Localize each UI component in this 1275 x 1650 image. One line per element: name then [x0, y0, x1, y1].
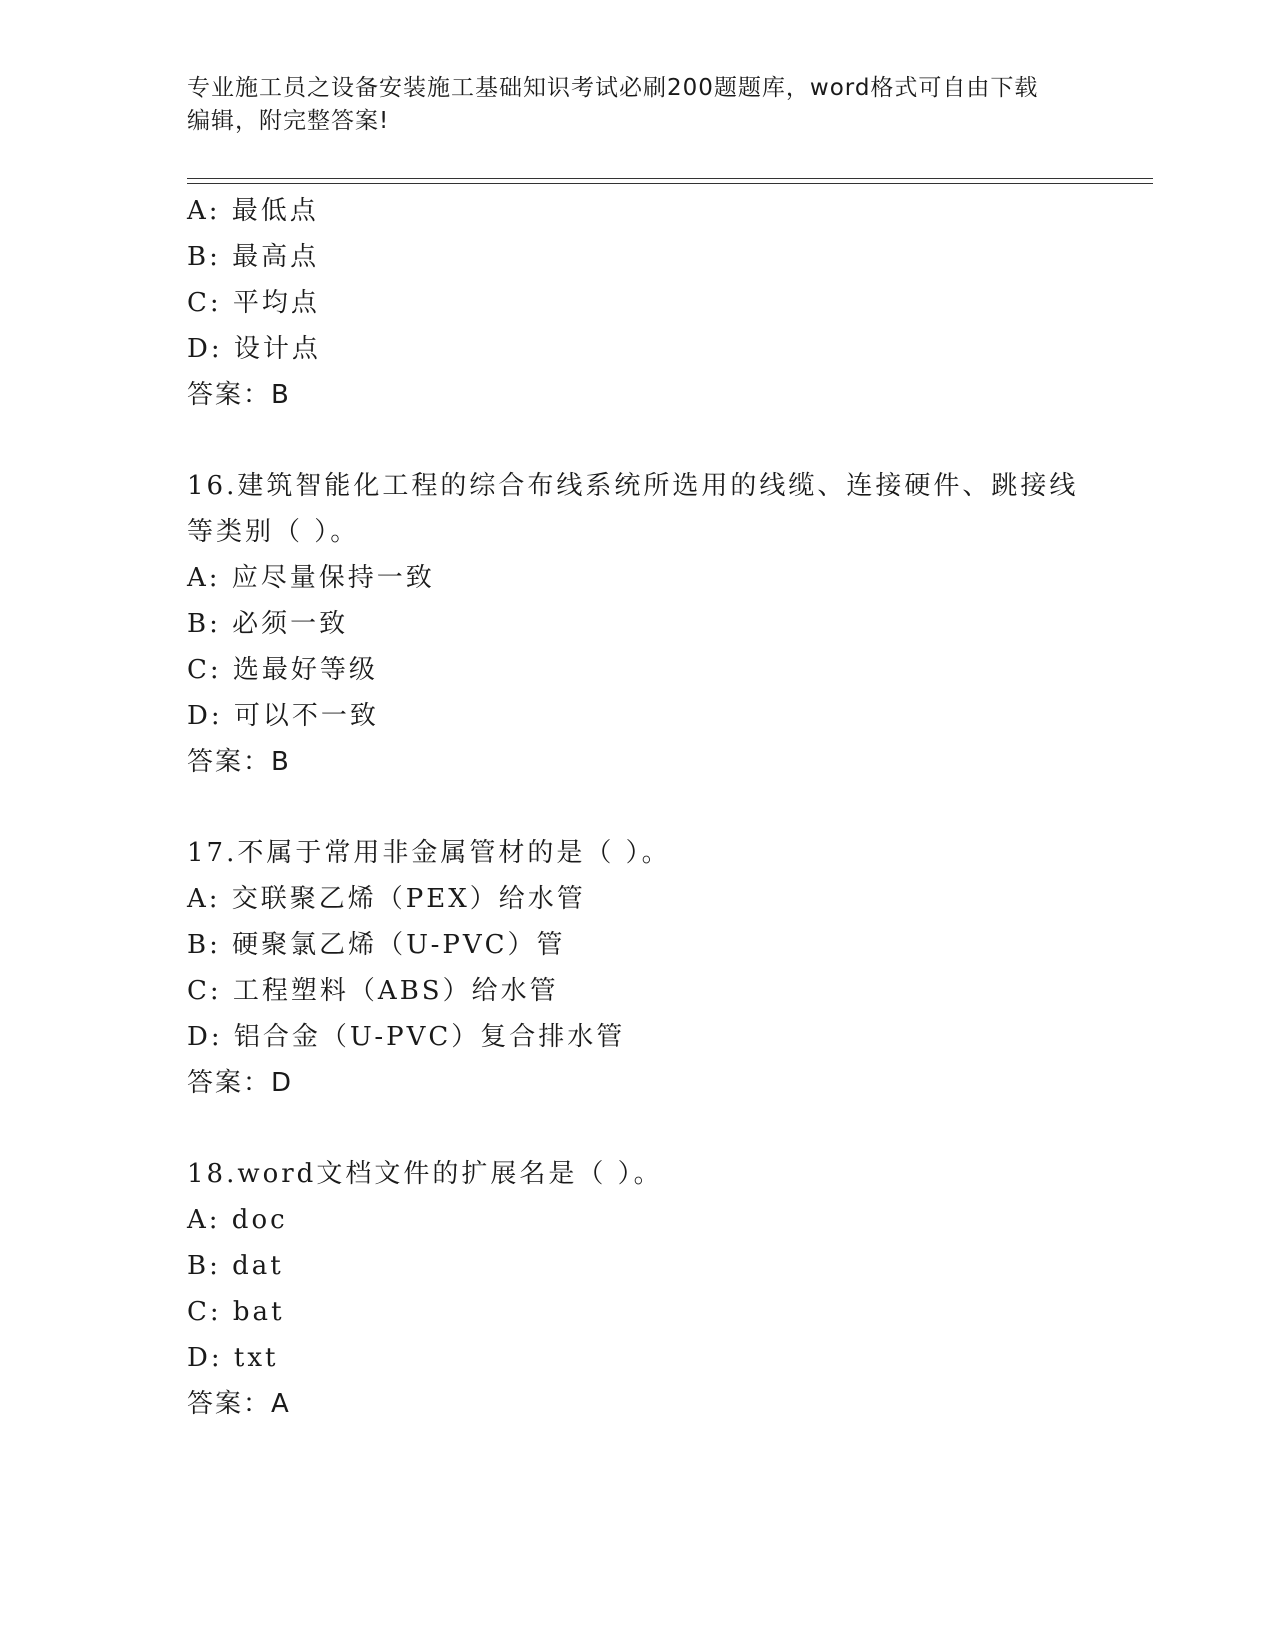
header-line-2: 编辑，附完整答案!: [187, 108, 390, 134]
question-16-block: [187, 463, 1087, 785]
option-d: D: 铝合金（U-PVC）复合排水管: [187, 1022, 626, 1052]
question-text: 17.不属于常用非金属管材的是（ ）。: [187, 838, 671, 868]
answer-label: 答案：A: [187, 1389, 291, 1419]
option-b: B: 硬聚氯乙烯（U-PVC）管: [187, 930, 566, 960]
question-17-block: [187, 830, 1087, 1106]
question-content: [187, 188, 1087, 1427]
answer-label: 答案：D: [187, 1068, 294, 1098]
question-15-block: [187, 188, 1087, 418]
option-a: A: 最低点: [187, 196, 319, 226]
option-b: B: dat: [187, 1251, 284, 1281]
option-a: A: 交联聚乙烯（PEX）给水管: [187, 884, 586, 914]
option-d: D: txt: [187, 1343, 279, 1373]
option-c: C: 平均点: [187, 288, 320, 318]
header-divider: [187, 178, 1153, 184]
option-d: D: 可以不一致: [187, 701, 379, 731]
option-b: B: 最高点: [187, 242, 320, 272]
question-text-line-1: 16.建筑智能化工程的综合布线系统所选用的线缆、连接硬件、跳接线: [187, 471, 1079, 501]
question-text: 18.word文档文件的扩展名是（ ）。: [187, 1159, 663, 1189]
option-a: A: 应尽量保持一致: [187, 563, 435, 593]
option-a: A: doc: [187, 1205, 288, 1235]
question-text-line-2: 等类别（ ）。: [187, 517, 360, 547]
answer-label: 答案：B: [187, 747, 291, 777]
option-c: C: 选最好等级: [187, 655, 378, 685]
document-header: [187, 72, 1067, 138]
option-c: C: bat: [187, 1297, 285, 1327]
question-18-block: [187, 1151, 1087, 1427]
option-d: D: 设计点: [187, 334, 321, 364]
option-c: C: 工程塑料（ABS）给水管: [187, 976, 559, 1006]
header-line-1: 专业施工员之设备安装施工基础知识考试必刷200题题库，word格式可自由下载: [187, 75, 1039, 101]
option-b: B: 必须一致: [187, 609, 349, 639]
answer-label: 答案：B: [187, 380, 291, 410]
